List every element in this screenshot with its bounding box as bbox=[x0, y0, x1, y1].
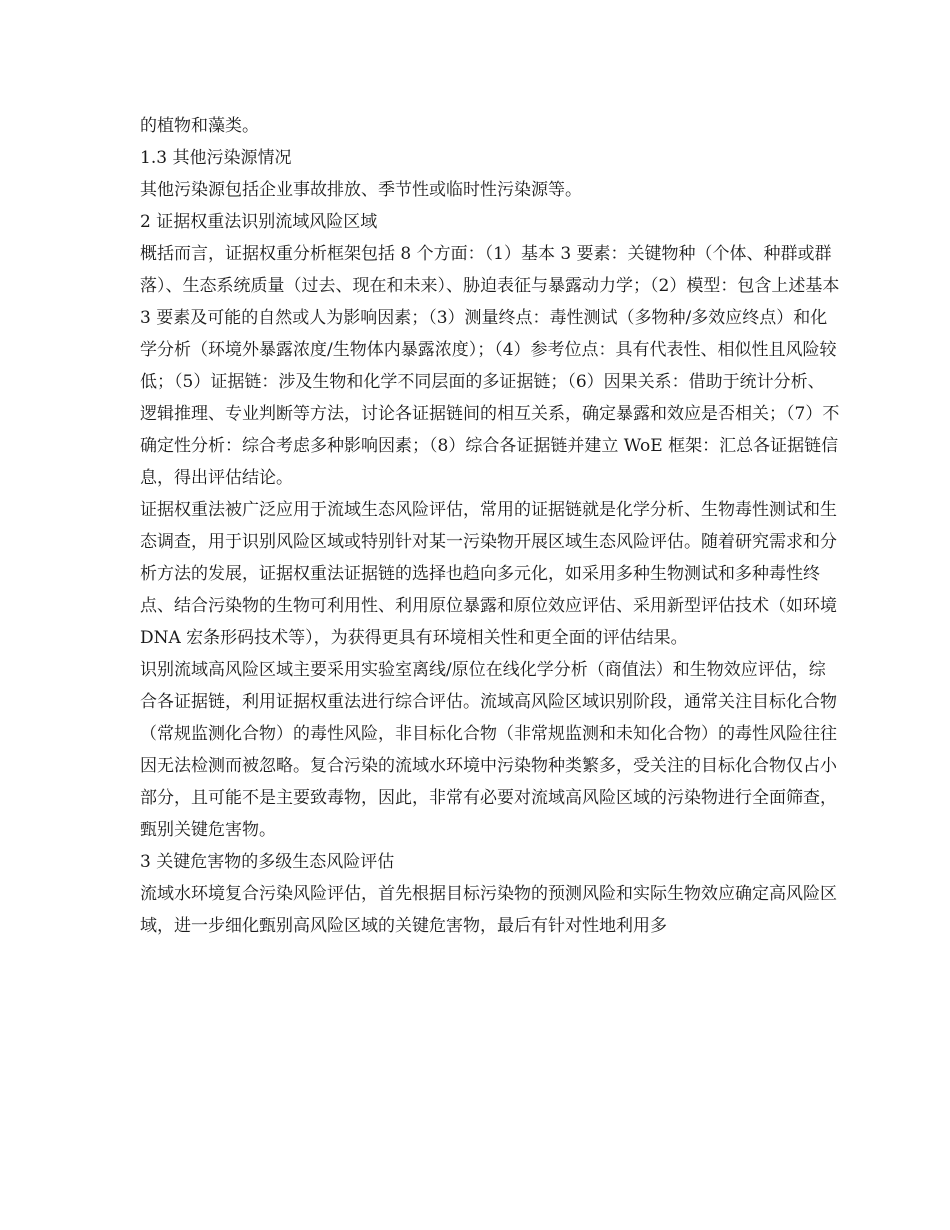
paragraph-woe-framework: 概括而言，证据权重分析框架包括 8 个方面：（1）基本 3 要素：关键物种（个体、种群或群落）、生态系统质量（过去、现在和未来）、胁迫表征与暴露动力学；（2）模型：包含上述基本 3 要素及可能的自然或人为影响因素；（3）测量终点：毒性测试（多物种/多效应终点）和化学分析（环境外暴露浓度/生物体内暴露浓度）；（4）参考位点：具有代表性、相似性且风险较低；（5）证据链：涉及生物和化学不同层面的多证据链；（6）因果关系：借助于统计分析、逻辑推理、专业判断等方法，讨论各证据链间的相互关系，确定暴露和效应是否相关；（7）不确定性分析：综合考虑多种影响因素；（8）综合各证据链并建立 WoE 框架：汇总各证据链信息，得出评估结论。 bbox=[140, 244, 840, 488]
section-heading-2: 2 证据权重法识别流域风险区域 bbox=[140, 212, 378, 232]
paragraph-high-risk-identification: 识别流域高风险区域主要采用实验室离线/原位在线化学分析（商值法）和生物效应评估，综合各证据链，利用证据权重法进行综合评估。流域高风险区域识别阶段，通常关注目标化合物（常规监测化合物）的毒性风险，非目标化合物（非常规监测和未知化合物）的毒性风险往往因无法检测而被忽略。复合污染的流域水环境中污染物种类繁多，受关注的目标化合物仅占小部分，且可能不是主要致毒物，因此，非常有必要对流域高风险区域的污染物进行全面筛查，甄别关键危害物。 bbox=[140, 660, 837, 840]
document-body bbox=[140, 110, 840, 942]
paragraph-risk-assessment: 流域水环境复合污染风险评估，首先根据目标污染物的预测风险和实际生物效应确定高风险区域，进一步细化甄别高风险区域的关键危害物，最后有针对性地利用多 bbox=[140, 884, 837, 936]
paragraph-other-sources: 其他污染源包括企业事故排放、季节性或临时性污染源等。 bbox=[140, 180, 582, 200]
section-heading-1-3: 1.3 其他污染源情况 bbox=[140, 148, 292, 168]
paragraph-continuation: 的植物和藻类。 bbox=[140, 116, 259, 136]
paragraph-woe-application: 证据权重法被广泛应用于流域生态风险评估，常用的证据链就是化学分析、生物毒性测试和生态调查，用于识别风险区域或特别针对某一污染物开展区域生态风险评估。随着研究需求和分析方法的发展，证据权重法证据链的选择也趋向多元化，如采用多种生物测试和多种毒性终点、结合污染物的生物可利用性、利用原位暴露和原位效应评估、采用新型评估技术（如环境 DNA 宏条形码技术等），为获得更具有环境相关性和更全面的评估结果。 bbox=[140, 500, 837, 648]
section-heading-3: 3 关键危害物的多级生态风险评估 bbox=[140, 852, 395, 872]
